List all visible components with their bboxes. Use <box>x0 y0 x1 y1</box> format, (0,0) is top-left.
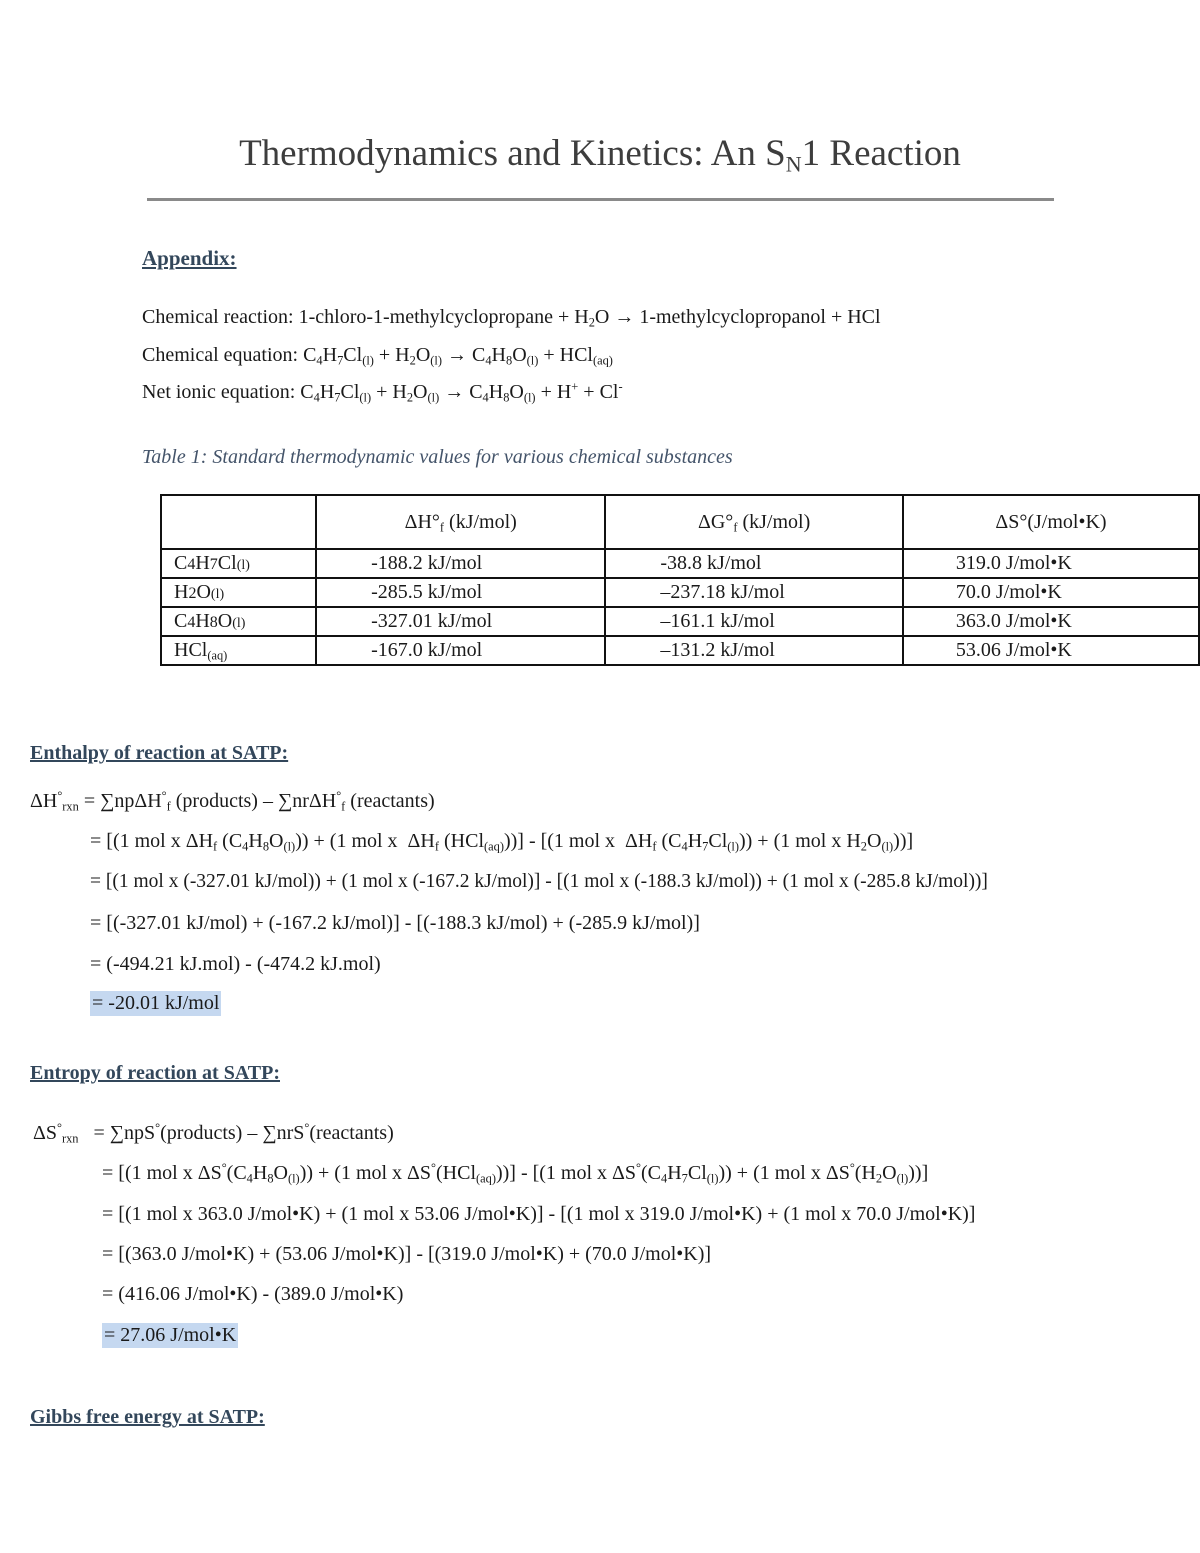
substance-cell: C4H8O(l) <box>161 607 316 636</box>
entropy-step-2: = [(1 mol x 363.0 J/mol•K) + (1 mol x 53.06 J/mol•K)] - [(1 mol x 319.0 J/mol•K) + (1 mol x 70.0 J/mol•K)] <box>102 1203 976 1225</box>
enthalpy-cell: -167.0 kJ/mol <box>316 636 605 665</box>
table-row <box>161 578 1199 607</box>
entropy-step-3: = [(363.0 J/mol•K) + (53.06 J/mol•K)] - [(319.0 J/mol•K) + (70.0 J/mol•K)] <box>102 1243 712 1265</box>
header-cell-enthalpy: $\Delta H^\circ_f$ (kJ/mol) <box>316 495 605 549</box>
enthalpy-step-3: = [(-327.01 kJ/mol) + (-167.2 kJ/mol)] - [(-188.3 kJ/mol) + (-285.9 kJ/mol)] <box>90 912 700 934</box>
enthalpy-cell: -188.2 kJ/mol <box>316 549 605 578</box>
table-row <box>161 549 1199 578</box>
chemical-equation-line: Chemical equation: $C_4H_7Cl_{(l)} + H_2O_{(l)} \to C_4H_8O_{(l)} + HCl_{(aq)}$ <box>142 344 613 368</box>
enthalpy-heading: Enthalpy of reaction at SATP: <box>30 742 289 764</box>
entropy-step-1: = [(1 mol x $\Delta S^\circ(C_4H_8O_{(l)})) + (1$ mol x ΔS°(HCl$_{(aq)}$))] - [(1 mol x $\Delta S^\circ(C_4H_7Cl_{(l)})) + (1$ mol x $\Delta S^\circ(H_2O_{(l)})$)] <box>102 1160 929 1186</box>
gibbs-cell: –161.1 kJ/mol <box>605 607 903 636</box>
table-caption: Table 1: Standard thermodynamic values for various chemical substances <box>142 446 733 468</box>
entropy-cell: 319.0 J/mol•K <box>903 549 1199 578</box>
enthalpy-formula: $\Delta H^\circ_{rxn} = \sum np\Delta H^\circ_f$ (products) – ∑nrΔH°$_f$ (reactants) <box>30 788 435 814</box>
table-header-row <box>161 495 1199 549</box>
appendix-heading: Appendix: <box>142 246 237 270</box>
table-row <box>161 607 1199 636</box>
enthalpy-step-4: = (-494.21 kJ.mol) - (-474.2 kJ.mol) <box>90 953 381 975</box>
enthalpy-cell: -285.5 kJ/mol <box>316 578 605 607</box>
gibbs-heading: Gibbs free energy at SATP: <box>30 1406 265 1428</box>
table-row <box>161 636 1199 665</box>
enthalpy-cell: -327.01 kJ/mol <box>316 607 605 636</box>
entropy-formula: $\Delta S^\circ_{rxn}$ = ∑npS°(products) – ∑nrS°(reactants) <box>33 1120 394 1146</box>
entropy-cell: 70.0 J/mol•K <box>903 578 1199 607</box>
gibbs-cell: –131.2 kJ/mol <box>605 636 903 665</box>
net-ionic-equation-line: Net ionic equation: $C_4H_7Cl_{(l)} + H_2O_{(l)} \to C_4H_8O_{(l)} + H^+ + Cl^-$ <box>142 379 623 405</box>
substance-cell: H2O(l) <box>161 578 316 607</box>
gibbs-cell: –237.18 kJ/mol <box>605 578 903 607</box>
entropy-heading: Entropy of reaction at SATP: <box>30 1062 280 1084</box>
enthalpy-result: = -20.01 kJ/mol <box>92 992 220 1014</box>
entropy-cell: 363.0 J/mol•K <box>903 607 1199 636</box>
enthalpy-step-2: = [(1 mol x (-327.01 kJ/mol)) + (1 mol x (-167.2 kJ/mol)] - [(1 mol x (-188.3 kJ/mol)) + (1 mol x (-285.8 kJ/mol))] <box>90 871 988 892</box>
substance-cell: C4H7Cl(l) <box>161 549 316 578</box>
gibbs-cell: -38.8 kJ/mol <box>605 549 903 578</box>
thermodynamic-table <box>160 494 1200 666</box>
chemical-reaction-line: Chemical reaction: 1-chloro-1-methylcyclopropane + $H_2O$ → 1-methylcyclopropanol + HCl <box>142 306 881 330</box>
header-cell-gibbs: $\Delta G^\circ_f$ (kJ/mol) <box>605 495 903 549</box>
entropy-cell: 53.06 J/mol•K <box>903 636 1199 665</box>
substance-cell: HCl$_{(aq)}$ <box>161 636 316 665</box>
enthalpy-step-1: = [(1 mol x $\Delta H_f$ $(C_4H_8O_{(l)})) + (1$ mol x $\Delta H_f$ (HCl$_{(aq)}$))] - [(1 mol x $\Delta H_f$ $(C_4H_7Cl_{(l)})) + (1$ mol x $H_2O_{(l)}$))] <box>90 830 914 854</box>
header-cell-entropy: ΔS°(J/mol•K) <box>903 495 1199 549</box>
page-title: Thermodynamics and Kinetics: An $S_N1$ Reaction <box>239 133 961 177</box>
title-divider <box>147 198 1054 201</box>
entropy-step-4: = (416.06 J/mol•K) - (389.0 J/mol•K) <box>102 1283 404 1305</box>
header-cell-empty <box>161 495 316 549</box>
entropy-result: = 27.06 J/mol•K <box>104 1324 237 1346</box>
